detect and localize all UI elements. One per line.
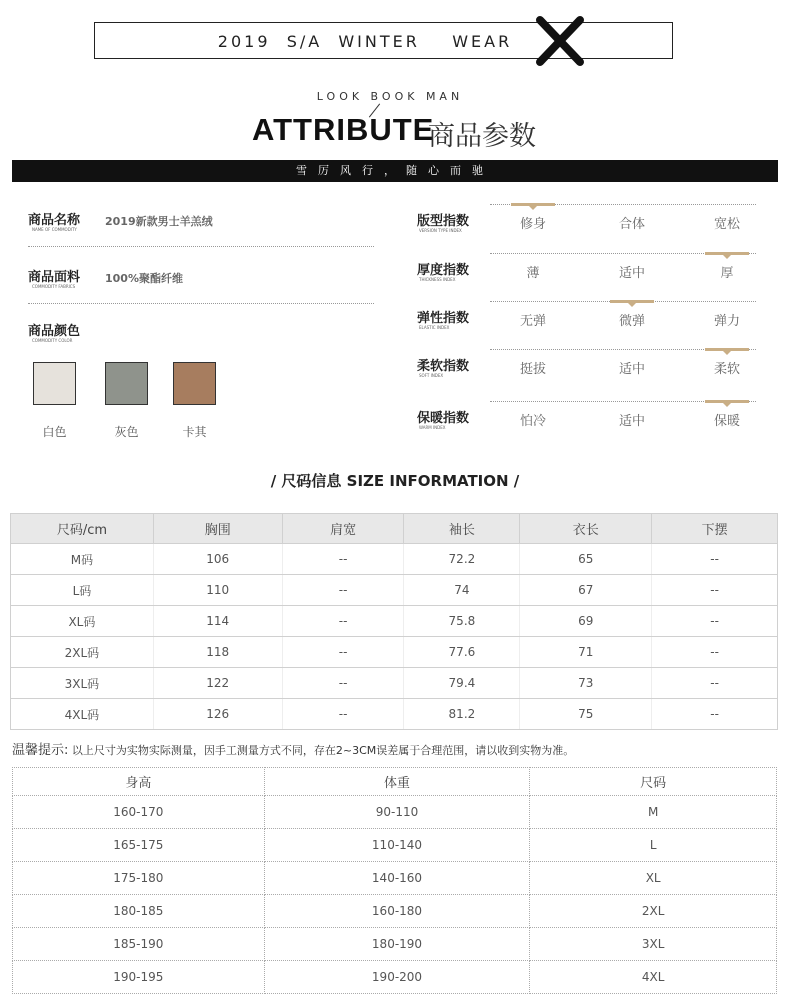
table-row <box>13 928 777 961</box>
attribute-title: ATTRIBUTE <box>252 112 435 147</box>
table-cell: 72.2 <box>404 544 520 575</box>
table-cell: 165-175 <box>13 829 265 862</box>
index-label: 版型指数 <box>417 214 470 229</box>
index-option: 厚 <box>720 266 734 281</box>
table-cell: 180-185 <box>13 895 265 928</box>
size-table-header: 下摆 <box>652 514 778 544</box>
tip-label: 温馨提示: <box>12 743 69 758</box>
index-option: 适中 <box>618 362 645 377</box>
index-label: 保暖指数 <box>417 411 470 426</box>
table-cell: -- <box>652 637 778 668</box>
table-cell: 67 <box>520 575 652 606</box>
index-label: 柔软指数 <box>417 359 470 374</box>
table-cell: 185-190 <box>13 928 265 961</box>
index-selected-arrow-icon <box>529 206 537 210</box>
table-cell: 122 <box>153 668 282 699</box>
banner-title: 2019 S/A WINTER WEAR <box>217 32 513 51</box>
recommend-table-header: 尺码 <box>530 768 777 796</box>
size-table-header: 肩宽 <box>282 514 404 544</box>
divider <box>28 303 374 304</box>
table-cell: 69 <box>520 606 652 637</box>
table-cell: 106 <box>153 544 282 575</box>
color-swatch[interactable] <box>173 362 216 405</box>
table-cell: 160-170 <box>13 796 265 829</box>
table-row <box>13 829 777 862</box>
recommend-table <box>12 767 777 994</box>
table-cell: -- <box>282 606 404 637</box>
table-cell: 65 <box>520 544 652 575</box>
table-cell: -- <box>282 699 404 730</box>
table-cell: 2XL码 <box>11 637 154 668</box>
index-option: 修身 <box>519 217 546 232</box>
table-cell: 110-140 <box>264 829 530 862</box>
index-selected-arrow-icon <box>723 255 731 259</box>
table-cell: 71 <box>520 637 652 668</box>
table-cell: XL <box>530 862 777 895</box>
table-cell: -- <box>652 668 778 699</box>
tip-body: 以上尺寸为实物实际测量，因手工测量方式不同，存在2~3CM误差属于合理范围，请以收到实物为准。 <box>68 744 575 757</box>
index-sublabel: THICKNESS INDEX <box>419 277 456 282</box>
index-option: 适中 <box>618 266 645 281</box>
recommend-table-header: 身高 <box>13 768 265 796</box>
table-cell: L <box>530 829 777 862</box>
table-cell: 75.8 <box>404 606 520 637</box>
index-selected-arrow-icon <box>628 303 636 307</box>
attr-fabric-label: 商品面料 <box>28 270 81 285</box>
lookbook-text: LOOK BOOK MAN <box>316 90 464 103</box>
index-option: 挺拔 <box>519 362 546 377</box>
index-option: 合体 <box>618 217 645 232</box>
table-cell: 190-195 <box>13 961 265 994</box>
table-cell: -- <box>652 544 778 575</box>
table-row <box>11 544 778 575</box>
table-cell: 2XL <box>530 895 777 928</box>
slogan-bar: 雪厉风行，随心而驰 <box>12 160 778 182</box>
attr-color-sub: COMMODITY COLOR <box>32 338 73 343</box>
table-row <box>13 862 777 895</box>
size-table-header: 衣长 <box>520 514 652 544</box>
attr-name-sub: NAME OF COMMODITY <box>32 227 77 232</box>
table-cell: 114 <box>153 606 282 637</box>
index-option: 无弹 <box>519 314 546 329</box>
table-cell: 77.6 <box>404 637 520 668</box>
table-cell: -- <box>282 668 404 699</box>
index-sublabel: VERSION TYPE INDEX <box>419 228 462 233</box>
size-table <box>10 513 778 730</box>
index-label: 弹性指数 <box>417 311 470 326</box>
index-option: 柔软 <box>713 362 740 377</box>
table-row <box>11 575 778 606</box>
table-cell: 3XL <box>530 928 777 961</box>
index-option: 怕冷 <box>519 414 546 429</box>
table-cell: 4XL码 <box>11 699 154 730</box>
table-cell: 79.4 <box>404 668 520 699</box>
color-swatch-label: 灰色 <box>114 425 139 439</box>
color-swatch-label: 白色 <box>42 425 67 439</box>
index-selected-arrow-icon <box>723 351 731 355</box>
index-option: 保暖 <box>713 414 740 429</box>
table-row <box>11 606 778 637</box>
table-cell: 126 <box>153 699 282 730</box>
table-row <box>13 796 777 829</box>
index-option: 微弹 <box>618 314 645 329</box>
attr-fabric-value: 100%聚酯纤维 <box>105 272 183 285</box>
table-cell: 74 <box>404 575 520 606</box>
table-cell: M码 <box>11 544 154 575</box>
table-cell: 73 <box>520 668 652 699</box>
table-cell: -- <box>652 575 778 606</box>
table-cell: XL码 <box>11 606 154 637</box>
attribute-title-cn: 商品参数 <box>428 121 536 152</box>
table-row <box>11 668 778 699</box>
color-swatch[interactable] <box>33 362 76 405</box>
table-cell: -- <box>282 544 404 575</box>
table-row <box>11 637 778 668</box>
index-sublabel: WARM INDEX <box>419 425 446 430</box>
table-cell: 75 <box>520 699 652 730</box>
table-cell: 3XL码 <box>11 668 154 699</box>
table-cell: -- <box>652 606 778 637</box>
index-selected-arrow-icon <box>723 403 731 407</box>
divider <box>28 246 374 247</box>
table-cell: 81.2 <box>404 699 520 730</box>
cross-mark-icon <box>532 14 588 70</box>
size-table-header: 尺码/cm <box>11 514 154 544</box>
table-cell: 180-190 <box>264 928 530 961</box>
color-swatch[interactable] <box>105 362 148 405</box>
index-label: 厚度指数 <box>417 263 470 278</box>
table-cell: 4XL <box>530 961 777 994</box>
tip-text <box>12 739 574 758</box>
index-sublabel: ELASTIC INDEX <box>419 325 450 330</box>
size-info-heading: / 尺码信息 SIZE INFORMATION / <box>270 472 520 490</box>
table-row <box>13 895 777 928</box>
table-cell: 175-180 <box>13 862 265 895</box>
attr-color-label: 商品颜色 <box>28 324 81 339</box>
table-row <box>11 699 778 730</box>
color-swatch-label: 卡其 <box>182 425 207 439</box>
table-cell: -- <box>282 575 404 606</box>
index-option: 弹力 <box>713 314 740 329</box>
table-cell: M <box>530 796 777 829</box>
table-cell: 160-180 <box>264 895 530 928</box>
table-cell: 140-160 <box>264 862 530 895</box>
table-cell: -- <box>282 637 404 668</box>
table-cell: 110 <box>153 575 282 606</box>
table-cell: -- <box>652 699 778 730</box>
attr-name-value: 2019新款男士羊羔绒 <box>105 215 213 228</box>
index-option: 适中 <box>618 414 645 429</box>
index-sublabel: SOFT INDEX <box>419 373 444 378</box>
attr-fabric-sub: COMMODITY FABRICS <box>32 284 76 289</box>
recommend-table-header: 体重 <box>264 768 530 796</box>
index-option: 宽松 <box>713 217 740 232</box>
table-cell: L码 <box>11 575 154 606</box>
attr-name-label: 商品名称 <box>28 213 81 228</box>
size-table-header: 袖长 <box>404 514 520 544</box>
table-cell: 90-110 <box>264 796 530 829</box>
table-cell: 118 <box>153 637 282 668</box>
table-cell: 190-200 <box>264 961 530 994</box>
table-row <box>13 961 777 994</box>
size-table-header: 胸围 <box>153 514 282 544</box>
index-option: 薄 <box>526 266 540 281</box>
